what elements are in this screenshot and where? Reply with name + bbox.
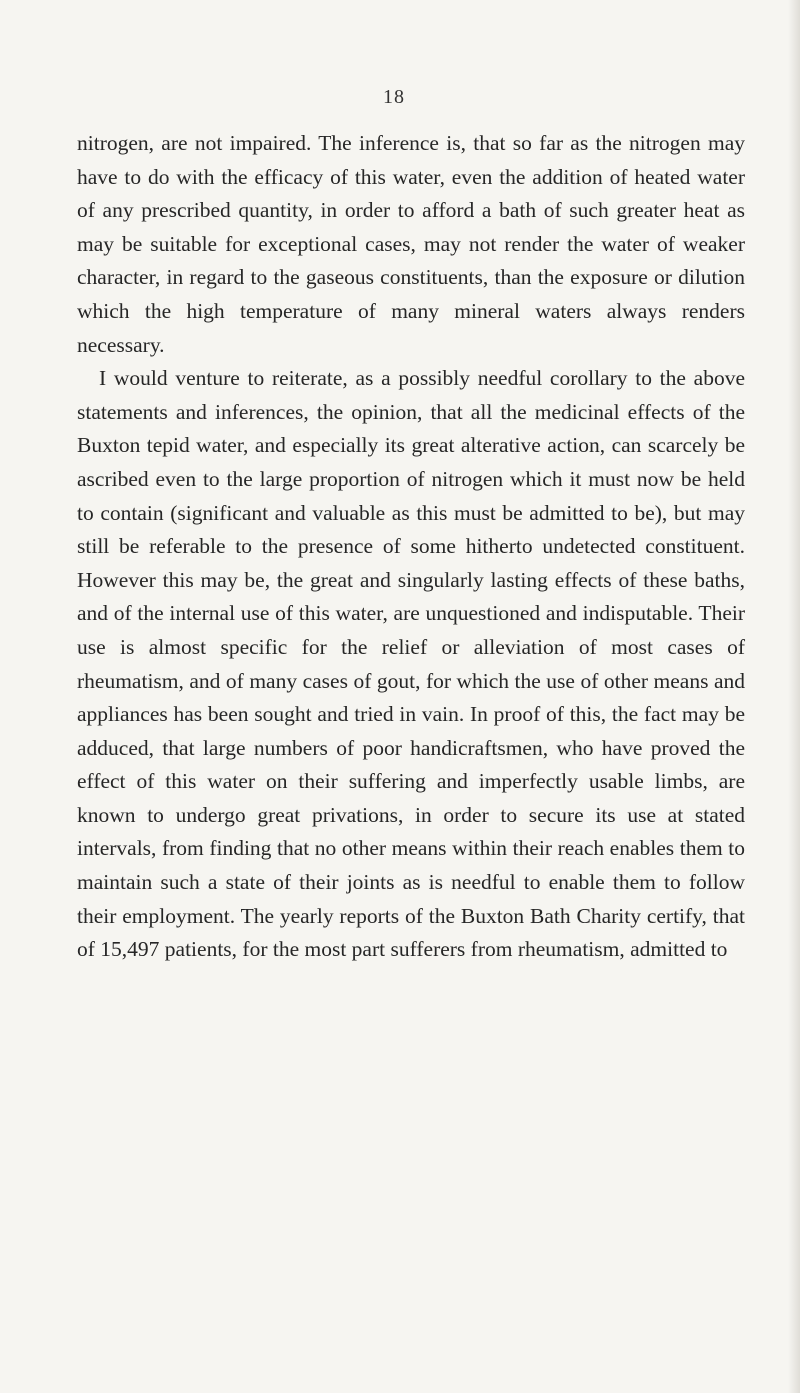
body-text — [77, 127, 745, 967]
page-number: 18 — [383, 86, 405, 108]
paragraph-reiteration: I would venture to reiterate, as a possibly needful corollary to the above statements and inferences, the opinion, that all the medicinal effects of the Buxton tepid water, and especially its great alterative action, can scarcely be ascribed even to the large proportion of nitrogen which it must now be held to contain (significant and valuable as this must be admitted to be), but may still be referable to the presence of some hitherto undetected constituent. However this may be, the great and singularly lasting effects of these baths, and of the internal use of this water, are unquestioned and indisputable. Their use is almost specific for the relief or alleviation of most cases of rheumatism, and of many cases of gout, for which the use of other means and appliances has been sought and tried in vain. In proof of this, the fact may be adduced, that large numbers of poor handicraftsmen, who have proved the effect of this water on their suffering and imperfectly usable limbs, are known to undergo great privations, in order to secure its use at stated intervals, from finding that no other means within their reach enables them to maintain such a state of their joints as is needful to enable them to follow their employment. The yearly reports of the Buxton Bath Charity certify, that of 15,497 patients, for the most part sufferers from rheumatism, admitted to — [77, 366, 745, 962]
page-edge-shadow — [788, 0, 800, 1393]
paragraph-continuation: nitrogen, are not impaired. The inference is, that so far as the nitrogen may have to do with the efficacy of this water, even the addition of heated water of any prescribed quantity, in order to afford a bath of such greater heat as may be suitable for exceptional cases, may not render the water of weaker character, in regard to the gaseous constituents, than the exposure or dilution which the high temperature of many mineral waters always renders necessary. — [77, 131, 745, 357]
